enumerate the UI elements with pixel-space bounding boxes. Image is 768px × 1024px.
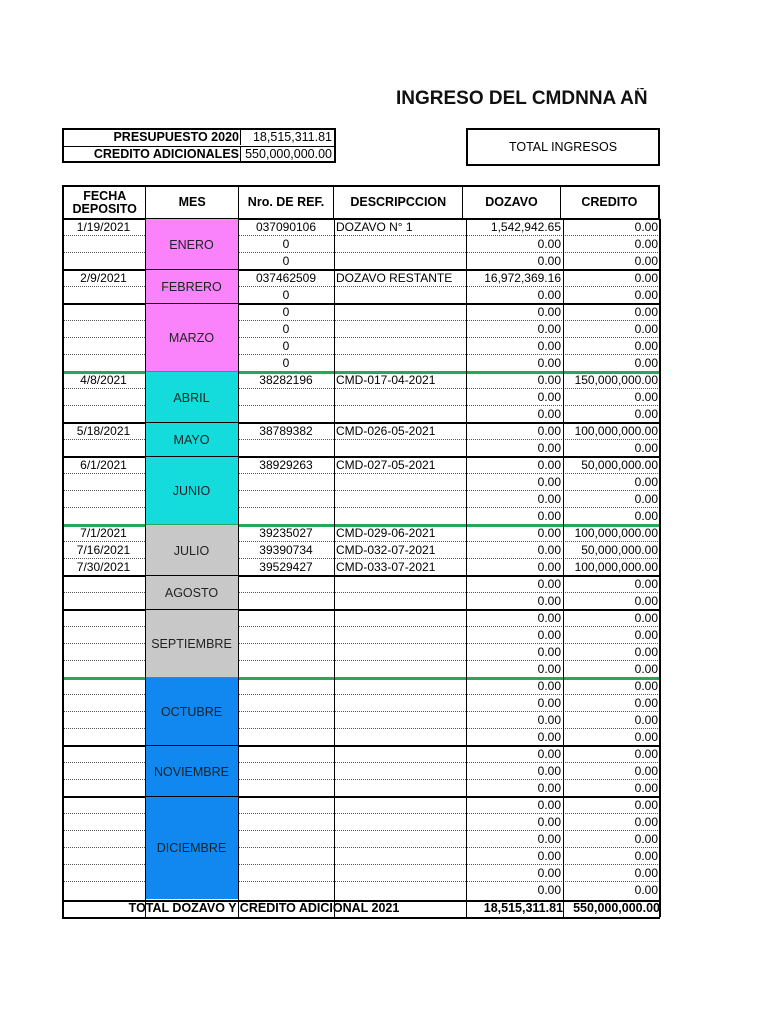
header-dozavo: DOZAVO (463, 187, 560, 218)
cell-dozavo: 0.00 (537, 730, 561, 744)
cell-dozavo: 0.00 (537, 832, 561, 846)
cell-descripcion: CMD-017-04-2021 (336, 373, 436, 387)
cell-credito: 0.00 (634, 254, 658, 268)
cell-descripcion (334, 508, 466, 525)
month-cell-marzo: MARZO (145, 304, 238, 372)
cell-fecha (62, 593, 145, 610)
cell-fecha (62, 304, 145, 321)
header-mes: MES (146, 187, 238, 218)
cell-ref: 0 (282, 356, 290, 370)
cell-fecha (62, 780, 145, 797)
cell-descripcion (334, 729, 466, 746)
cell-fecha: 7/1/2021 (80, 526, 127, 540)
cell-dozavo: 0.00 (537, 594, 561, 608)
cell-dozavo: 0.00 (537, 509, 561, 523)
cell-fecha (62, 848, 145, 865)
cell-descripcion (334, 661, 466, 678)
cell-dozavo: 0.00 (537, 815, 561, 829)
cell-fecha (62, 610, 145, 627)
cell-fecha (62, 661, 145, 678)
cell-credito: 0.00 (634, 390, 658, 404)
cell-ref: 38789382 (259, 424, 313, 438)
cell-ref: 0 (282, 237, 290, 251)
cell-credito: 0.00 (634, 271, 658, 285)
cell-dozavo: 0.00 (537, 458, 561, 472)
header-fecha: FECHA DEPOSITO (64, 187, 146, 218)
cell-dozavo: 0.00 (537, 577, 561, 591)
cell-fecha (62, 831, 145, 848)
cell-dozavo: 0.00 (537, 679, 561, 693)
cell-dozavo: 1,542,942.65 (490, 220, 561, 234)
cell-descripcion (334, 831, 466, 848)
cell-ref (238, 491, 334, 508)
cell-ref (238, 644, 334, 661)
cell-ref (238, 678, 334, 695)
cell-fecha (62, 729, 145, 746)
cell-credito: 0.00 (634, 696, 658, 710)
cell-ref: 0 (282, 254, 290, 268)
cell-fecha (62, 644, 145, 661)
column-line (563, 219, 564, 917)
cell-ref (238, 406, 334, 423)
month-cell-abril: ABRIL (145, 372, 238, 423)
cell-descripcion (334, 695, 466, 712)
cell-ref (238, 695, 334, 712)
month-cell-octubre: OCTUBRE (145, 678, 238, 746)
cell-fecha (62, 576, 145, 593)
total-label: TOTAL DOZAVO Y CRÉDITO ADICIONAL 2021 (128, 901, 400, 915)
cell-ref (238, 763, 334, 780)
cell-dozavo: 0.00 (537, 424, 561, 438)
cell-fecha (62, 389, 145, 406)
cell-ref (238, 746, 334, 763)
cell-fecha (62, 287, 145, 304)
cell-descripcion (334, 304, 466, 321)
cell-dozavo: 0.00 (537, 662, 561, 676)
column-line (238, 219, 239, 917)
page-title: INGRESO DEL CMDNNA AÑ (396, 88, 648, 109)
cell-descripcion (334, 576, 466, 593)
cell-descripcion (334, 882, 466, 899)
cell-ref (238, 440, 334, 457)
table-header (62, 185, 660, 220)
column-line (334, 219, 335, 917)
cell-ref (238, 610, 334, 627)
cell-fecha (62, 508, 145, 525)
cell-fecha (62, 797, 145, 814)
cell-credito: 150,000,000.00 (574, 373, 658, 387)
cell-fecha (62, 814, 145, 831)
cell-credito: 0.00 (634, 764, 658, 778)
cell-credito: 0.00 (634, 645, 658, 659)
month-cell-julio: JULIO (145, 525, 238, 576)
cell-descripcion (334, 610, 466, 627)
cell-descripcion (334, 627, 466, 644)
cell-ref: 0 (282, 339, 290, 353)
cell-credito: 0.00 (634, 781, 658, 795)
cell-fecha: 7/16/2021 (76, 543, 131, 557)
cell-ref (238, 831, 334, 848)
cell-descripcion (334, 406, 466, 423)
cell-descripcion (334, 865, 466, 882)
cell-descripcion (334, 321, 466, 338)
cell-descripcion (334, 338, 466, 355)
cell-descripcion: CMD-033-07-2021 (336, 560, 436, 574)
cell-credito: 0.00 (634, 628, 658, 642)
cell-dozavo: 0.00 (537, 305, 561, 319)
cell-credito: 0.00 (634, 798, 658, 812)
cell-dozavo: 0.00 (537, 764, 561, 778)
column-line (466, 219, 467, 917)
total-ingresos-box: TOTAL INGRESOS (466, 128, 660, 166)
cell-descripcion (334, 491, 466, 508)
cell-ref (238, 848, 334, 865)
month-cell-agosto: AGOSTO (145, 576, 238, 610)
credito-adicionales-value: 550,000,000.00 (240, 147, 334, 162)
cell-credito: 0.00 (634, 441, 658, 455)
month-cell-noviembre: NOVIEMBRE (145, 746, 238, 797)
cell-descripcion: DOZAVO N° 1 (336, 220, 413, 234)
cell-dozavo: 0.00 (537, 611, 561, 625)
cell-fecha (62, 406, 145, 423)
cell-credito: 0.00 (634, 339, 658, 353)
cell-descripcion (334, 814, 466, 831)
cell-dozavo: 0.00 (537, 645, 561, 659)
credito-adicionales-row (64, 146, 334, 163)
cell-descripcion (334, 644, 466, 661)
cell-fecha (62, 491, 145, 508)
header-credito: CREDITO (581, 195, 638, 209)
budget-box (62, 128, 336, 163)
cell-ref (238, 474, 334, 491)
cell-ref (238, 576, 334, 593)
cell-credito: 0.00 (634, 407, 658, 421)
cell-descripcion (334, 474, 466, 491)
cell-credito: 0.00 (634, 322, 658, 336)
cell-descripcion (334, 678, 466, 695)
cell-dozavo: 0.00 (537, 475, 561, 489)
cell-descripcion (334, 780, 466, 797)
cell-descripcion: CMD-032-07-2021 (336, 543, 436, 557)
cell-dozavo: 0.00 (537, 288, 561, 302)
cell-dozavo: 0.00 (537, 747, 561, 761)
cell-ref: 39235027 (259, 526, 313, 540)
cell-dozavo: 0.00 (537, 866, 561, 880)
cell-descripcion (334, 389, 466, 406)
cell-dozavo: 0.00 (537, 713, 561, 727)
cell-credito: 0.00 (634, 220, 658, 234)
cell-ref: 39390734 (259, 543, 313, 557)
cell-ref: 037090106 (255, 220, 317, 234)
cell-descripcion (334, 848, 466, 865)
cell-credito: 0.00 (634, 662, 658, 676)
month-cell-junio: JUNIO (145, 457, 238, 525)
cell-credito: 100,000,000.00 (574, 560, 658, 574)
column-line (659, 219, 661, 917)
cell-credito: 0.00 (634, 713, 658, 727)
cell-fecha: 7/30/2021 (76, 560, 131, 574)
cell-fecha (62, 338, 145, 355)
cell-fecha (62, 253, 145, 270)
cell-ref (238, 814, 334, 831)
total-bottom-border (62, 917, 660, 919)
cell-ref: 38929263 (259, 458, 313, 472)
cell-fecha (62, 627, 145, 644)
cell-credito: 0.00 (634, 509, 658, 523)
cell-descripcion (334, 236, 466, 253)
cell-fecha (62, 712, 145, 729)
cell-dozavo: 0.00 (537, 373, 561, 387)
cell-descripcion: DOZAVO RESTANTE (336, 271, 453, 285)
cell-credito: 0.00 (634, 747, 658, 761)
month-cell-septiembre: SEPTIEMBRE (145, 610, 238, 678)
header-ref: Nro. DE REF. (239, 187, 334, 218)
cell-dozavo: 0.00 (537, 560, 561, 574)
cell-ref: 39529427 (259, 560, 313, 574)
cell-dozavo: 0.00 (537, 356, 561, 370)
presupuesto-row (64, 130, 334, 146)
cell-credito: 50,000,000.00 (581, 458, 658, 472)
cell-ref (238, 508, 334, 525)
cell-dozavo: 0.00 (537, 526, 561, 540)
presupuesto-label: PRESUPUESTO 2020 (113, 130, 239, 144)
cell-ref: 0 (282, 305, 290, 319)
cell-dozavo: 16,972,369.16 (484, 271, 561, 285)
cell-fecha (62, 474, 145, 491)
cell-ref: 0 (282, 322, 290, 336)
column-line (145, 219, 146, 917)
cell-ref (238, 627, 334, 644)
cell-ref (238, 882, 334, 899)
cell-credito: 0.00 (634, 288, 658, 302)
cell-dozavo: 0.00 (537, 849, 561, 863)
total-credito: 550,000,000.00 (573, 901, 660, 915)
cell-fecha: 1/19/2021 (76, 220, 131, 234)
cell-fecha (62, 440, 145, 457)
cell-dozavo: 0.00 (537, 407, 561, 421)
month-cell-febrero: FEBRERO (145, 270, 238, 304)
cell-credito: 0.00 (634, 730, 658, 744)
cell-credito: 0.00 (634, 611, 658, 625)
cell-ref (238, 797, 334, 814)
cell-descripcion (334, 763, 466, 780)
credito-adicionales-label: CREDITO ADICIONALES (93, 147, 239, 161)
cell-credito: 100,000,000.00 (574, 526, 658, 540)
cell-dozavo: 0.00 (537, 628, 561, 642)
cell-fecha (62, 746, 145, 763)
cell-descripcion (334, 712, 466, 729)
cell-credito: 0.00 (634, 594, 658, 608)
cell-descripcion (334, 253, 466, 270)
cell-descripcion (334, 287, 466, 304)
cell-credito: 0.00 (634, 305, 658, 319)
cell-descripcion (334, 797, 466, 814)
cell-dozavo: 0.00 (537, 798, 561, 812)
cell-credito: 0.00 (634, 492, 658, 506)
cell-ref (238, 780, 334, 797)
cell-ref (238, 593, 334, 610)
cell-descripcion (334, 440, 466, 457)
cell-credito: 0.00 (634, 815, 658, 829)
header-descripcion: DESCRIPCCION (334, 187, 463, 218)
cell-credito: 0.00 (634, 356, 658, 370)
cell-dozavo: 0.00 (537, 781, 561, 795)
cell-fecha (62, 865, 145, 882)
cell-dozavo: 0.00 (537, 492, 561, 506)
cell-fecha: 6/1/2021 (80, 458, 127, 472)
cell-credito: 0.00 (634, 577, 658, 591)
cell-credito: 0.00 (634, 849, 658, 863)
cell-fecha (62, 695, 145, 712)
cell-ref: 037462509 (255, 271, 317, 285)
month-cell-mayo: MAYO (145, 423, 238, 457)
cell-dozavo: 0.00 (537, 339, 561, 353)
cell-ref: 38282196 (259, 373, 313, 387)
cell-descripcion (334, 593, 466, 610)
cell-credito: 100,000,000.00 (574, 424, 658, 438)
cell-fecha (62, 678, 145, 695)
cell-credito: 0.00 (634, 679, 658, 693)
presupuesto-value: 18,515,311.81 (240, 130, 334, 145)
cell-dozavo: 0.00 (537, 237, 561, 251)
cell-descripcion: CMD-026-05-2021 (336, 424, 436, 438)
cell-credito: 50,000,000.00 (581, 543, 658, 557)
cell-fecha (62, 355, 145, 372)
cell-fecha (62, 882, 145, 899)
cell-descripcion: CMD-027-05-2021 (336, 458, 436, 472)
cell-descripcion (334, 746, 466, 763)
cell-ref (238, 865, 334, 882)
month-cell-diciembre: DICIEMBRE (145, 797, 238, 899)
cell-dozavo: 0.00 (537, 254, 561, 268)
cell-credito: 0.00 (634, 475, 658, 489)
cell-fecha: 4/8/2021 (80, 373, 127, 387)
cell-credito: 0.00 (634, 883, 658, 897)
cell-ref (238, 389, 334, 406)
cell-fecha: 5/18/2021 (76, 424, 131, 438)
cell-credito: 0.00 (634, 832, 658, 846)
cell-fecha (62, 763, 145, 780)
month-cell-enero: ENERO (145, 219, 238, 270)
cell-ref: 0 (282, 288, 290, 302)
cell-ref (238, 712, 334, 729)
cell-credito: 0.00 (634, 866, 658, 880)
cell-dozavo: 0.00 (537, 322, 561, 336)
cell-ref (238, 661, 334, 678)
cell-descripcion (334, 355, 466, 372)
cell-dozavo: 0.00 (537, 441, 561, 455)
cell-fecha (62, 236, 145, 253)
cell-dozavo: 0.00 (537, 883, 561, 897)
cell-dozavo: 0.00 (537, 696, 561, 710)
cell-fecha: 2/9/2021 (80, 271, 127, 285)
total-dozavo: 18,515,311.81 (483, 901, 563, 915)
cell-fecha (62, 321, 145, 338)
cell-ref (238, 729, 334, 746)
cell-credito: 0.00 (634, 237, 658, 251)
cell-descripcion: CMD-029-06-2021 (336, 526, 436, 540)
cell-dozavo: 0.00 (537, 543, 561, 557)
cell-dozavo: 0.00 (537, 390, 561, 404)
column-line (62, 219, 64, 917)
